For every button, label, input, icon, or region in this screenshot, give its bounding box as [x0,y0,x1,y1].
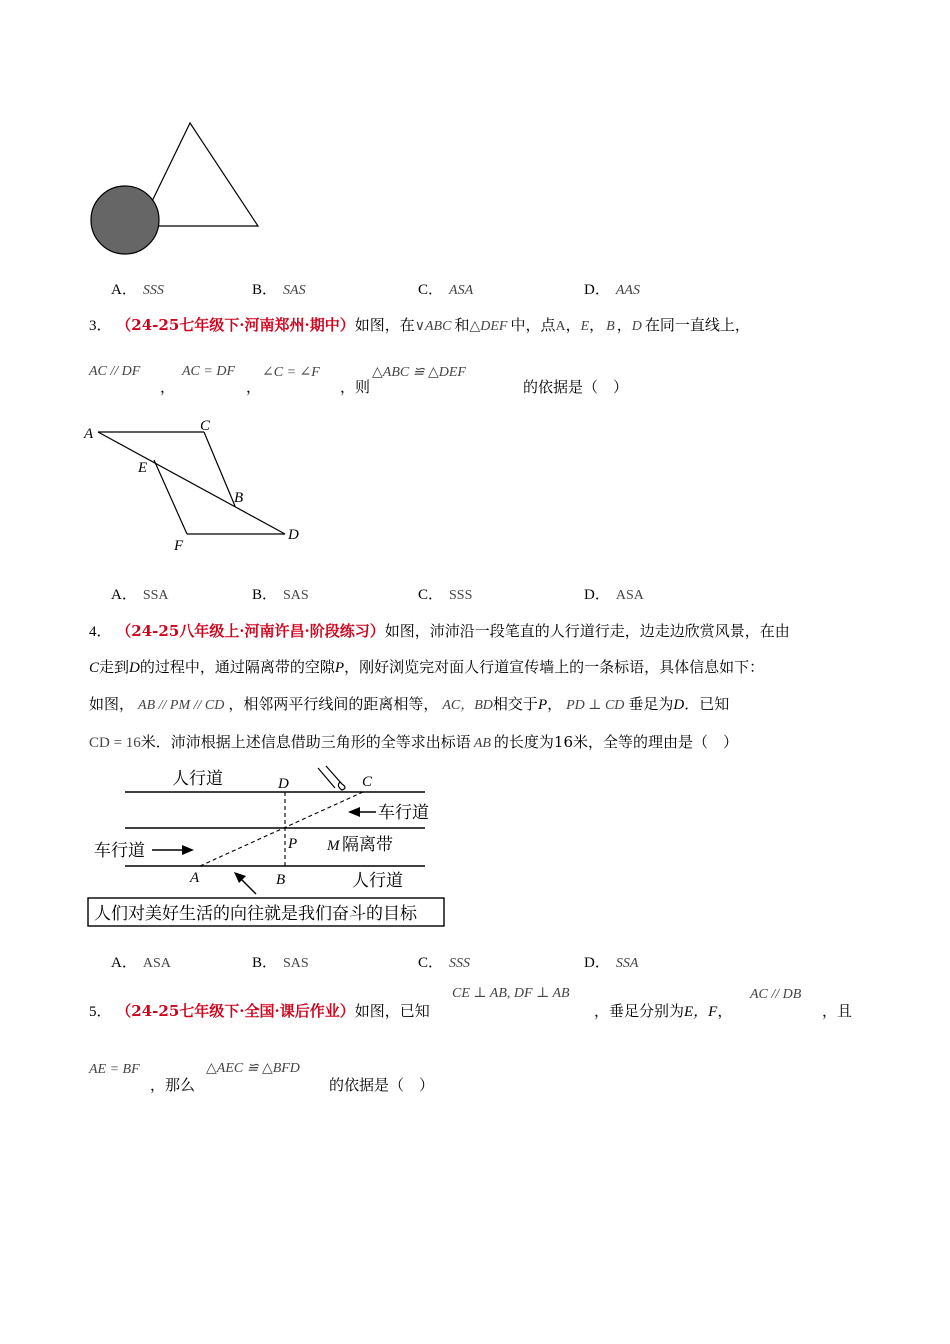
q2-option-d[interactable]: D． AAS [584,282,640,298]
q3-label-a: A [84,426,94,442]
q4-option-c[interactable]: C． SSS [418,955,471,971]
q3-label-c: C [200,418,211,434]
q3-tail: 的依据是（ ） [523,378,629,396]
q4-option-a[interactable]: A． ASA [111,955,171,971]
q3-cond-4: △ABC ≌ △DEF [372,365,466,380]
q3-cond-3: ∠C = ∠F [262,365,320,380]
q3-option-d[interactable]: D． ASA [584,587,644,603]
q4-option-b[interactable]: B． SAS [252,955,309,971]
q4-label-b: B [276,872,286,888]
q3-option-c[interactable]: C． SSS [418,587,473,603]
q2-option-a[interactable]: A． SSS [111,282,164,298]
q3-label-d: D [288,527,299,543]
q3-comma-2: ， [246,378,262,396]
q5-cond-3: AE = BF [89,1062,140,1077]
q4-sidewalk-top: 人行道 [172,769,223,788]
q4-stem-line1: 4． （24-25八年级上·河南许昌·阶段练习）如图，沛沛沿一段笔直的人行道行走，边走边欣赏风景，在由 [89,622,790,640]
q2-option-b[interactable]: B． SAS [252,282,306,298]
q4-label-m: M [327,838,340,854]
q4-lane-right: 车行道 [378,803,429,822]
q5-tail: 的依据是（ ） [329,1076,435,1094]
q3-figure [80,412,320,557]
q4-median: 隔离带 [342,835,393,854]
q4-label-c: C [362,774,373,790]
q5-stem-line1: 5． （24-25七年级下·全国·课后作业）如图，已知 [89,1002,430,1020]
q5-source: （24-25七年级下·全国·课后作业） [116,1002,355,1020]
q4-figure [80,760,450,930]
q3-source: （24-25七年级下·河南郑州·期中） [116,316,355,334]
q4-label-a: A [190,870,200,886]
q2-figure [85,118,270,263]
q4-option-d[interactable]: D． SSA [584,955,639,971]
q3-number: 3． [89,318,112,334]
q4-stem-line4: CD = 16米．沛沛根据上述信息借助三角形的全等求出标语 AB 的长度为16米，全等的理由是（ ） [89,733,739,751]
q4-source: （24-25八年级上·河南许昌·阶段练习） [116,622,385,640]
q4-stem-line3: 如图， AB // PM // CD ，相邻两平行线间的距离相等， AC，BD相交于P， PD ⊥ CD 垂足为D．已知 [89,695,730,713]
q2-circle [91,186,159,254]
q2-option-c[interactable]: C． ASA [418,282,474,298]
q4-label-p: P [288,836,298,852]
q4-number: 4． [89,624,112,640]
q3-label-f: F [174,538,184,554]
q3-comma-1: ， [160,378,176,396]
q3-then: ，则 [340,378,371,396]
q5-cond-1: CE ⊥ AB, DF ⊥ AB [452,986,570,1001]
q5-cond-4: △AEC ≌ △BFD [206,1061,300,1076]
q3-cond-2: AC = DF [182,364,235,379]
q3-cond-1: AC // DF [89,364,141,379]
q4-label-d: D [278,776,289,792]
q3-label-b: B [234,490,244,506]
q3-option-a[interactable]: A． SSA [111,587,169,603]
q4-stem-line2: C走到D的过程中，通过隔离带的空隙P，刚好浏览完对面人行道宣传墙上的一条标语，具体信息如下： [89,658,765,676]
q3-option-b[interactable]: B． SAS [252,587,309,603]
q3-label-e: E [138,460,148,476]
q4-sidewalk-bottom: 人行道 [352,871,403,890]
q5-and: ，且 [822,1002,853,1020]
q3-stem-line1: 3． （24-25七年级下·河南郑州·期中）如图，在∨ABC 和△DEF 中，点A，E， B ，D 在同一直线上， [89,316,750,334]
q4-lane-left: 车行道 [94,841,145,860]
q5-cond-2: AC // DB [750,987,802,1002]
q5-stem-mid: ，垂足分别为E，F， [594,1002,733,1020]
q4-slogan: 人们对美好生活的向往就是我们奋斗的目标 [94,904,417,923]
q5-then: ，那么 [150,1076,196,1094]
q5-number: 5． [89,1004,112,1020]
